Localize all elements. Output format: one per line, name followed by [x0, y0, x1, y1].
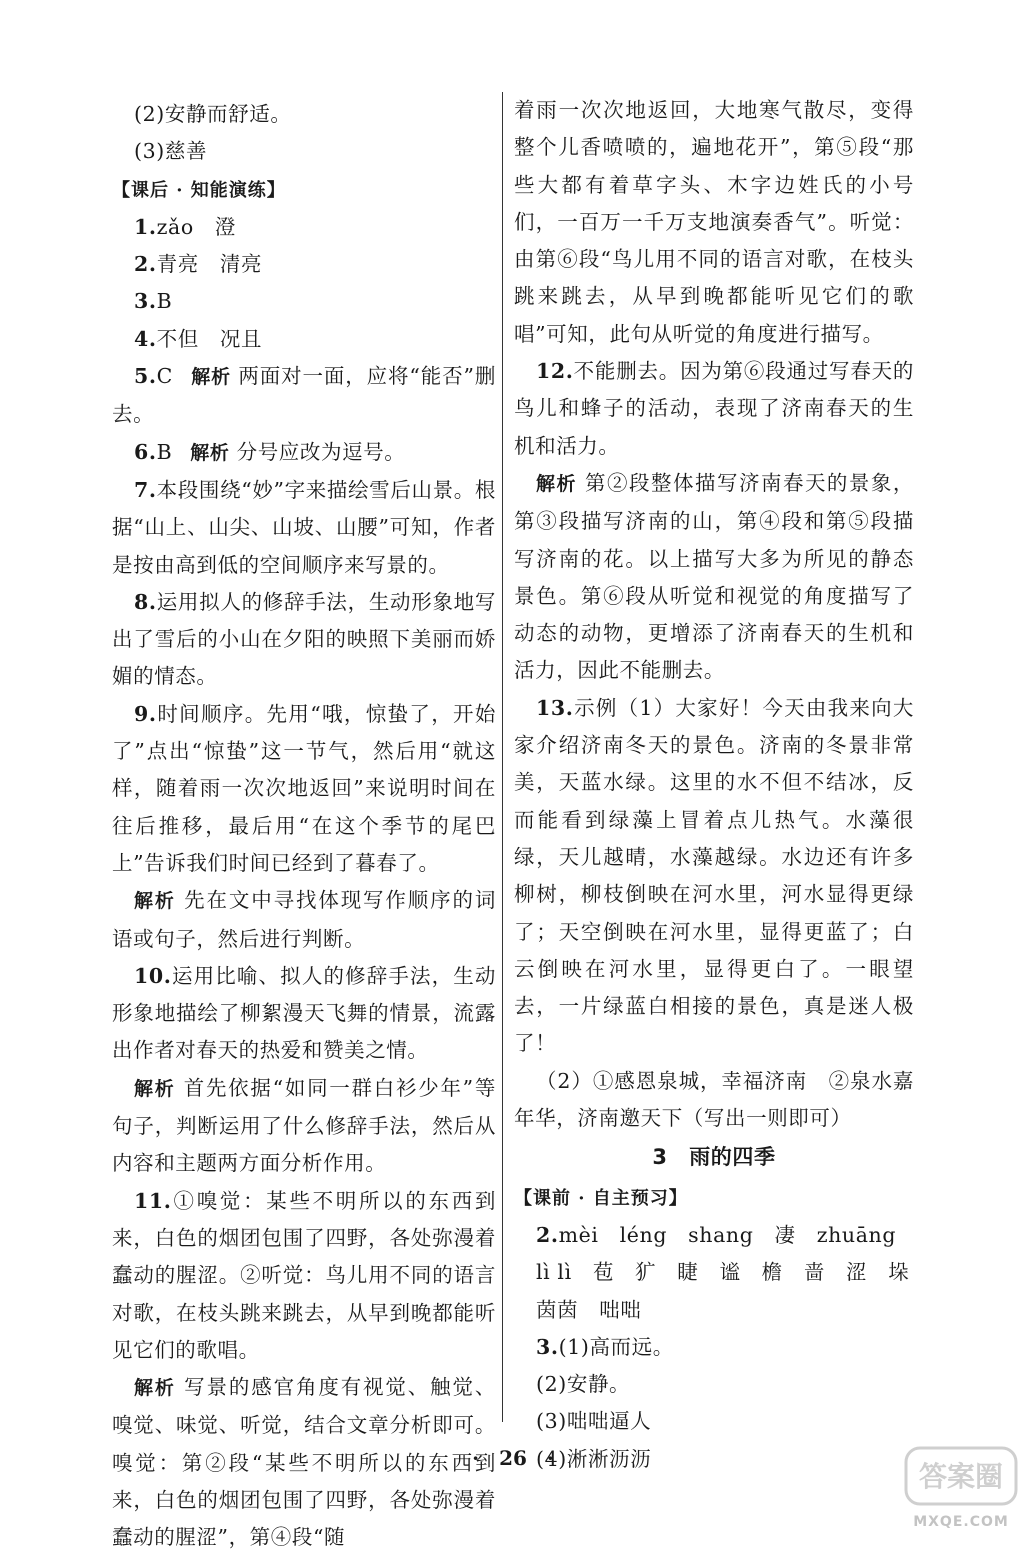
analysis-label: 解析 — [190, 441, 230, 464]
answer-line — [112, 1070, 496, 1183]
answer-line — [112, 958, 496, 1070]
question-number: 3. — [536, 1334, 559, 1359]
answer-text: ①嗅觉：某些不明所以的东西到来，白色的烟团包围了四野，各处弥漫着蠢动的腥涩。②听觉：鸟儿用不同的语言对歌，在枝头跳来跳去，从早到晚都能听见它们的歌唱。 — [112, 1188, 496, 1362]
watermark-logo-icon — [902, 1444, 1020, 1508]
answer-line — [112, 283, 496, 320]
answer-text: (3)咄咄逼人 — [536, 1409, 652, 1434]
watermark-text: MXQE.COM — [913, 1514, 1009, 1530]
section-title: 3 雨的四季 — [652, 1145, 776, 1170]
question-number: 13. — [536, 695, 574, 720]
answer-text: (4)淅淅沥沥 — [536, 1446, 652, 1471]
question-number: 3. — [134, 289, 157, 314]
question-number: 8. — [134, 589, 157, 614]
answer-line — [112, 209, 496, 246]
answer-text: 茵茵 咄咄 — [536, 1297, 642, 1322]
answer-text: (1)高而远。 — [558, 1334, 674, 1359]
column-divider — [502, 92, 503, 1422]
answer-text: 运用比喻、拟人的修辞手法，生动形象地描绘了柳絮漫天飞舞的情景，流露出作者对春天的热爱和赞美之情。 — [112, 963, 496, 1063]
answer-line — [514, 1254, 914, 1291]
question-number: 9. — [134, 701, 157, 726]
watermark-logo-text: 答案圈 — [918, 1460, 1004, 1493]
analysis-label: 解析 — [134, 890, 176, 913]
analysis-text: 先在文中寻找体现写作顺序的词语或句子，然后进行判断。 — [112, 888, 496, 951]
answer-line — [112, 171, 496, 209]
answer-text: (2)安静而舒适。 — [134, 102, 292, 126]
answer-text: 本段围绕“妙”字来描绘雪后山景。根据“山上、山尖、山坡、山腰”可知，作者是按由高到低的空间顺序来写景的。 — [112, 477, 496, 577]
answer-line — [514, 1063, 914, 1138]
answer-line — [514, 465, 914, 690]
answer-line — [514, 1217, 914, 1254]
question-number: 2. — [536, 1222, 559, 1247]
analysis-label: 解析 — [190, 366, 231, 389]
analysis-label: 解析 — [536, 472, 577, 495]
question-number: 10. — [134, 963, 172, 988]
answer-line — [514, 1366, 914, 1403]
answer-line — [112, 434, 496, 472]
page-number: · 26 · — [472, 1446, 554, 1470]
answer-text: 运用拟人的修辞手法，生动形象地写出了雪后的小山在夕阳的映照下美丽而娇媚的情态。 — [112, 589, 496, 689]
section-tag: 【课后 · 知能演练】 — [112, 179, 286, 201]
answer-text: B — [156, 439, 173, 464]
answer-text: lì lì 苞 犷 睫 谧 檐 啬 涩 垛 — [536, 1260, 910, 1285]
left-column — [112, 96, 496, 1557]
answer-line — [112, 882, 496, 958]
answer-text: （2）①感恩泉城，幸福济南 ②泉水嘉年华，济南邀天下（写出一则即可） — [514, 1068, 914, 1131]
answer-line — [112, 472, 496, 584]
analysis-text: 两面对一面，应将“能否”删去。 — [112, 364, 496, 427]
answer-text: (3)慈善 — [134, 139, 208, 164]
question-number: 11. — [134, 1188, 172, 1213]
answer-line — [112, 1183, 496, 1369]
question-number: 5. — [134, 364, 157, 389]
analysis-text: 首先依据“如同一群白衫少年”等句子，判断运用了什么修辞手法，然后从内容和主题两方面分析作用。 — [112, 1075, 496, 1176]
question-number: 12. — [536, 359, 574, 384]
answer-line — [514, 1179, 914, 1217]
analysis-text: 分号应改为逗号。 — [236, 439, 406, 464]
question-number: 6. — [134, 439, 157, 464]
answer-text: 示例（1）大家好！今天由我来向大家介绍济南冬天的景色。济南的冬景非常美，天蓝水绿。这里的水不但不结冰，反而能看到绿藻上冒着点儿热气。水藻很绿，天儿越晴，水藻越绿。水边还有许多柳树，柳枝倒映在河水里，河水显得更绿了；天空倒映在河水里，显得更蓝了；白云倒映在河水里，显得更白了。一眼望去，一片绿蓝白相接的景色，真是迷人极了！ — [514, 695, 914, 1056]
question-number: 2. — [134, 252, 157, 277]
answer-text: 时间顺序。先用“哦，惊蛰了，开始了”点出“惊蛰”这一节气，然后用“就这样，随着雨一次次地返回”来说明时间在往后推移，最后用“在这个季节的尾巴上”告诉我们时间已经到了暮春了。 — [112, 701, 496, 875]
analysis-text: 写景的感官角度有视觉、触觉、嗅觉、味觉、听觉，结合文章分析即可。嗅觉：第②段“某些不明所以的东西到来，白色的烟团包围了四野，各处弥漫着蠢动的腥涩”，第④段“随 — [112, 1375, 496, 1550]
answer-line — [112, 696, 496, 882]
answer-line — [514, 1329, 914, 1366]
answer-line — [112, 246, 496, 283]
answer-text: 青亮 清亮 — [156, 252, 263, 277]
answer-text: 不但 况且 — [156, 326, 263, 351]
answer-text: 不能删去。因为第⑥段通过写春天的鸟儿和蜂子的活动，表现了济南春天的生机和活力。 — [514, 359, 914, 458]
answer-line — [112, 321, 496, 358]
question-number: 1. — [134, 214, 157, 239]
answer-line — [514, 353, 914, 465]
answer-line — [112, 133, 496, 170]
answer-line — [514, 92, 914, 353]
right-column — [514, 92, 914, 1478]
answer-line — [514, 1292, 914, 1329]
question-number: 4. — [134, 326, 157, 351]
answer-text: B — [156, 289, 173, 314]
section-tag: 【课前 · 自主预习】 — [514, 1187, 688, 1209]
answer-line — [112, 96, 496, 133]
answer-line — [112, 584, 496, 696]
answer-line — [112, 358, 496, 434]
watermark — [902, 1444, 1020, 1530]
question-number: 7. — [134, 477, 157, 502]
answer-text: C — [156, 364, 173, 389]
answer-text: mèi léng shang 凄 zhuāng — [558, 1222, 897, 1247]
analysis-label: 解析 — [134, 1077, 176, 1100]
answer-line — [514, 690, 914, 1063]
answer-text: zǎo 澄 — [156, 214, 236, 239]
answer-text: 着雨一次次地返回，大地寒气散尽，变得整个儿香喷喷的，遍地花开”，第⑤段“那些大都有着草字头、木字边姓氏的小号们，一百万一千万支地演奏香气”。听觉：由第⑥段“鸟儿用不同的语言对歌，在枝头跳来跳去，从早到晚都能听见它们的歌唱”可知，此句从听觉的角度进行描写。 — [514, 98, 914, 346]
answer-line — [514, 1403, 914, 1440]
analysis-label: 解析 — [134, 1377, 176, 1400]
answer-text: (2)安静。 — [536, 1372, 631, 1397]
analysis-text: 第②段整体描写济南春天的景象，第③段描写济南的山，第④段和第⑤段描写济南的花。以上描写大多为所见的静态景色。第⑥段从听觉和视觉的角度描写了动态的动物，更增添了济南春天的生机和活力，因此不能删去。 — [514, 470, 915, 683]
